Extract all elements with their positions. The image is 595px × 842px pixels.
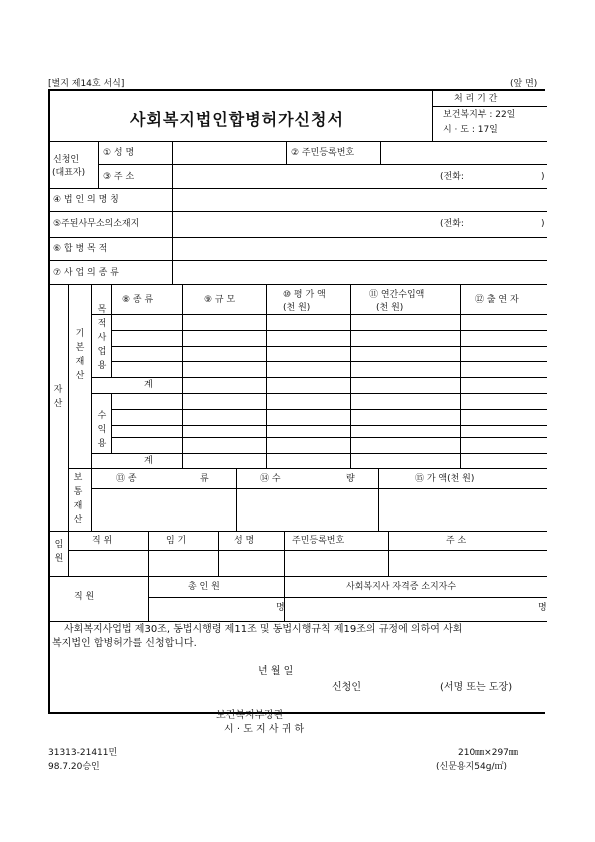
- officer-col-term: 임 기: [166, 536, 187, 546]
- col-scale: ⑨ 규 모: [204, 295, 236, 305]
- staff-total-unit: 명: [276, 603, 285, 613]
- officer-col-name: 성 명: [234, 536, 255, 546]
- applicant-phone-close: ): [541, 172, 545, 182]
- office-phone-label: (전화:: [440, 219, 464, 229]
- basic-assets-label: 기 본 재 산: [75, 329, 85, 381]
- office-location-label: ⑤주된사무소의소재지: [53, 219, 140, 229]
- applicant-label: 신청인: [53, 155, 80, 165]
- paper-size: 210㎜×297㎜: [458, 748, 518, 758]
- assets-label: 자 산: [53, 385, 63, 409]
- corporation-name-label: ④ 법 인 의 명 칭: [53, 195, 119, 205]
- business-type-label: ⑦ 사 업 의 종 류: [53, 268, 119, 278]
- staff-label: 직 원: [74, 592, 95, 602]
- profit-total-label: 계: [144, 456, 153, 466]
- page-title: 사회복지법인합병허가신청서: [130, 110, 344, 129]
- certified-social-workers-label: 사회복지사 자격증 소지자수: [346, 582, 457, 592]
- certified-unit: 명: [538, 603, 547, 613]
- form-code: 31313-21411민: [48, 748, 118, 758]
- signature-label: (서명 또는 도장): [440, 682, 513, 693]
- approval-date: 98.7.20승인: [48, 762, 100, 772]
- address-label: ③ 주 소: [103, 172, 135, 182]
- col-type: ⑧ 종 류: [122, 295, 154, 305]
- col-income-unit: (천 원): [376, 303, 404, 313]
- application-form: [48, 89, 547, 735]
- normal-col-type-2: 류: [200, 474, 209, 484]
- paper-type: (신문용지54g/㎡): [436, 762, 507, 772]
- statement-line-1: 사회복지사업법 제30조, 동법시행령 제11조 및 동법시행규칙 제19조의 규정에 의하여 사회: [64, 624, 463, 635]
- applicant-sign-label: 신청인: [332, 682, 361, 693]
- officers-label: 임 원: [54, 540, 64, 564]
- processing-label: 처 리 기 간: [454, 94, 498, 104]
- officer-col-address: 주 소: [446, 536, 467, 546]
- normal-col-quantity-2: 량: [346, 474, 355, 484]
- recipient-governor: 시 · 도 지 사 귀 하: [224, 724, 305, 735]
- page-side: (앞 면): [510, 79, 538, 89]
- merger-purpose-label: ⑥ 합 병 목 적: [53, 244, 108, 254]
- profit-use-label: 수 익 용: [97, 411, 107, 449]
- purpose-use-label: 목 적 사 업 용: [97, 305, 107, 371]
- office-phone-close: ): [541, 219, 545, 229]
- applicant-phone-label: (전화:: [440, 172, 464, 182]
- name-label: ① 성 명: [103, 148, 135, 158]
- form-number: [별지 제14호 서식]: [48, 79, 125, 89]
- processing-province: 시 · 도 : 17일: [443, 125, 498, 135]
- normal-col-quantity: ⑭ 수: [260, 474, 281, 484]
- processing-ministry: 보건복지부 : 22일: [443, 110, 516, 120]
- normal-col-type: ⑬ 종: [116, 474, 137, 484]
- application-date: 년 월 일: [258, 666, 294, 677]
- id-number-label: ② 주민등록번호: [291, 148, 355, 158]
- col-value: ⑩ 평 가 액: [283, 290, 326, 300]
- col-value-unit: (천 원): [283, 303, 311, 313]
- staff-total-label: 총 인 원: [188, 582, 220, 592]
- normal-assets-label: 보 통 재 산: [73, 473, 83, 525]
- col-annual-income: ⑪ 연간수입액: [369, 290, 425, 300]
- officer-col-position: 직 위: [92, 536, 113, 546]
- recipient-minister: 보건복지부장관: [216, 710, 284, 721]
- col-contributor: ⑫ 출 연 자: [475, 295, 519, 305]
- representative-label: (대표자): [52, 168, 86, 178]
- statement-line-2: 복지법인 합병허가를 신청합니다.: [52, 638, 197, 649]
- normal-col-value: ⑮ 가 액(천 원): [415, 474, 475, 484]
- officer-col-id: 주민등록번호: [292, 536, 345, 546]
- purpose-total-label: 계: [144, 380, 153, 390]
